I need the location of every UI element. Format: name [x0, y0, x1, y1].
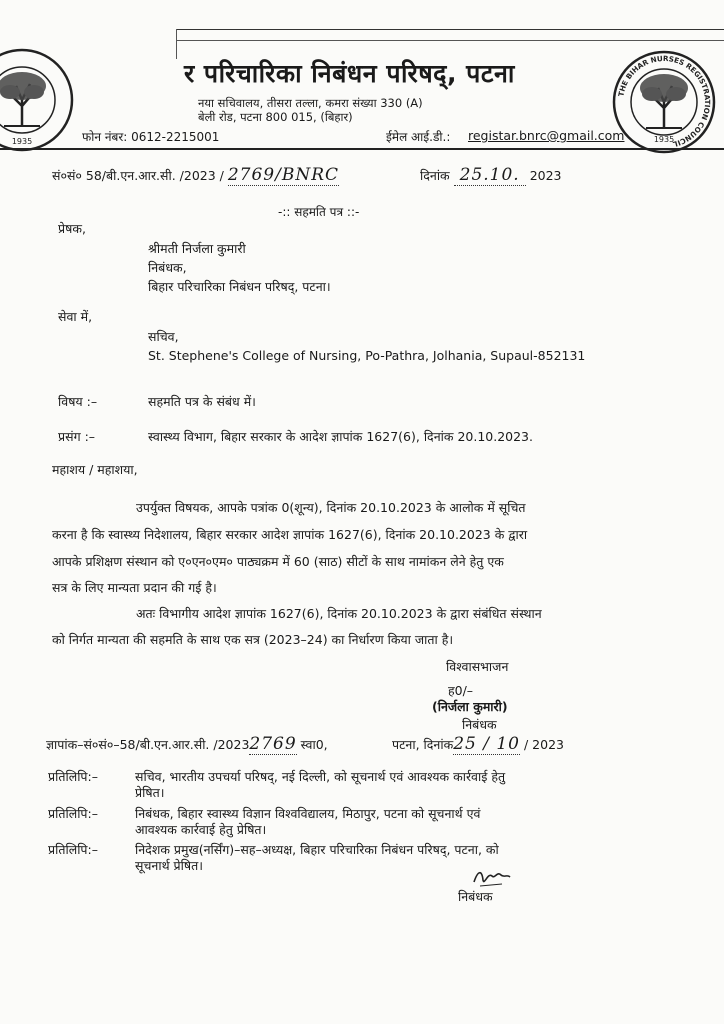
recipient-designation: सचिव, — [148, 329, 179, 344]
para2-line2: को निर्गत मान्यता की सहमति के साथ एक सत्र (2023–24) का निर्धारण किया जाता है। — [52, 632, 454, 647]
para1-line1: उपर्युक्त विषयक, आपके पत्रांक 0(शून्य), दिनांक 20.10.2023 के आलोक में सूचित — [136, 500, 526, 515]
memo-date — [392, 736, 564, 753]
subject-text: सहमति पत्र के संबंध में। — [148, 394, 256, 409]
sender-name: श्रीमती निर्जला कुमारी — [148, 241, 246, 256]
memo-year: / 2023 — [524, 737, 564, 752]
top-border-line — [176, 29, 724, 30]
para1-line4: सत्र के लिए मान्यता प्रदान की गई है। — [52, 580, 217, 595]
handwritten-date: 25.10. — [454, 165, 526, 186]
memo-place: पटना, — [392, 737, 420, 752]
subject-label: विषय :– — [58, 394, 98, 409]
organisation-name: र परिचारिका निबंधन परिषद्, पटना — [184, 59, 515, 88]
recipient-label: सेवा में, — [58, 309, 93, 324]
footer-designation: निबंधक — [458, 889, 493, 904]
date-label: दिनांक — [420, 168, 450, 183]
copy2-line2: आवश्यक कार्रवाई हेतु प्रेषित। — [135, 822, 267, 837]
memo-number — [46, 736, 328, 753]
copy3-label: प्रतिलिपि:– — [48, 842, 98, 857]
top-border-line-2 — [176, 40, 724, 41]
copy2-line1: निबंधक, बिहार स्वास्थ्य विज्ञान विश्वविद्यालय, मिठापुर, पटना को सूचनार्थ एवं — [135, 806, 481, 821]
reference-prefix: सं०सं० 58/बी.एन.आर.सी. /2023 / — [52, 168, 224, 183]
seal-left-year: 1935 — [11, 137, 33, 146]
handwritten-reference: 2769/BNRC — [227, 165, 340, 185]
sender-designation: निबंधक, — [148, 260, 187, 275]
copy3-line2: सूचनार्थ प्रेषित। — [135, 858, 203, 873]
sender-organisation: बिहार परिचारिका निबंधन परिषद्, पटना। — [148, 279, 331, 294]
seal-right-year: 1935 — [653, 135, 675, 144]
memo-prefix: ज्ञापांक–सं०सं०–58/बी.एन.आर.सी. /2023 — [46, 737, 250, 752]
context-text: स्वास्थ्य विभाग, बिहार सरकार के आदेश ज्ञापांक 1627(6), दिनांक 20.10.2023. — [148, 429, 533, 444]
memo-suffix: स्वा0, — [300, 737, 328, 752]
para1-line3: आपके प्रशिक्षण संस्थान को ए०एन०एम० पाठ्यक्रम में 60 (साठ) सीटों के साथ नामांकन लेने हेतु एक — [52, 554, 504, 569]
memo-date-label: दिनांक — [423, 737, 454, 752]
email-label: ईमेल आई.डी.: — [386, 130, 451, 144]
sender-label: प्रेषक, — [58, 221, 86, 236]
council-seal-right-icon — [612, 50, 716, 154]
context-label: प्रसंग :– — [58, 429, 96, 444]
closing-name: (निर्जला कुमारी) — [432, 699, 508, 714]
copy1-label: प्रतिलिपि:– — [48, 769, 98, 784]
header-divider — [0, 148, 724, 150]
closing-signed: ह0/– — [448, 683, 474, 698]
handwritten-initials-icon — [472, 866, 512, 888]
email-link[interactable]: registar.bnrc@gmail.com — [468, 128, 625, 143]
salutation: महाशय / महाशया, — [52, 462, 138, 477]
para2-line1: अतः विभागीय आदेश ज्ञापांक 1627(6), दिनांक 20.10.2023 के द्वारा संबंधित संस्थान — [136, 606, 542, 621]
address-line-1: नया सचिवालय, तीसरा तल्ला, कमरा संख्या 330 (A) — [198, 96, 423, 110]
top-border-corner — [176, 29, 177, 59]
reference-number — [52, 165, 339, 185]
closing-regards: विश्वासभाजन — [446, 659, 509, 674]
copy1-line1: सचिव, भारतीय उपचर्या परिषद्, नई दिल्ली, को सूचनार्थ एवं आवश्यक कार्रवाई हेतु — [135, 769, 506, 784]
copy1-line2: प्रेषित। — [135, 785, 165, 800]
memo-handwritten-date: 25 / 10 — [453, 734, 521, 754]
address-line-2: बेली रोड, पटना 800 015, (बिहार) — [198, 110, 353, 124]
letter-title: -:: सहमति पत्र ::- — [278, 205, 360, 219]
phone-number: फोन नंबर: 0612-2215001 — [82, 130, 220, 144]
para1-line2: करना है कि स्वास्थ्य निदेशालय, बिहार सरकार आदेश ज्ञापांक 1627(6), दिनांक 20.10.2023 के द्वारा — [52, 527, 528, 542]
closing-designation: निबंधक — [462, 717, 497, 732]
date-year: 2023 — [529, 168, 562, 183]
recipient-college: St. Stephene's College of Nursing, Po-Pathra, Jolhania, Supaul-852131 — [148, 348, 586, 363]
memo-handwritten-no: 2769 — [249, 734, 297, 754]
seal-right-ring-text: THE BIHAR NURSES REGISTRATION COUNCIL — [616, 53, 713, 149]
reference-date — [420, 165, 562, 185]
council-seal-left-icon — [0, 48, 74, 152]
copy3-line1: निदेशक प्रमुख(नर्सिंग)–सह–अध्यक्ष, बिहार परिचारिका निबंधन परिषद्, पटना, को — [135, 842, 499, 857]
copy2-label: प्रतिलिपि:– — [48, 806, 98, 821]
